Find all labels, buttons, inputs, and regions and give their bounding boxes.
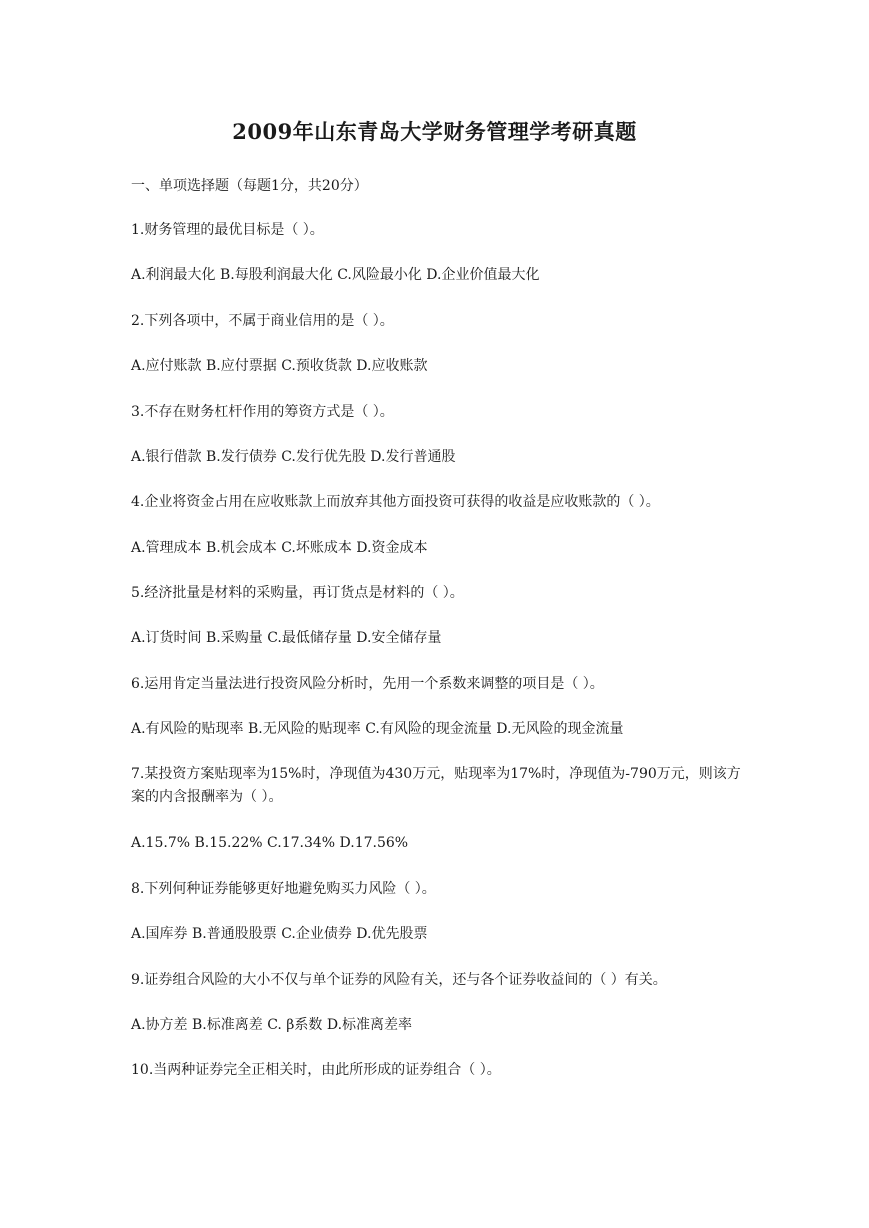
question-4: 4.企业将资金占用在应收账款上而放弃其他方面投资可获得的收益是应收账款的（ ）。 xyxy=(131,494,660,510)
question-5: 5.经济批量是材料的采购量，再订货点是材料的（ ）。 xyxy=(131,585,464,601)
question-4-options: A.管理成本 B.机会成本 C.坏账成本 D.资金成本 xyxy=(131,540,428,556)
question-1: 1.财务管理的最优目标是（ ）。 xyxy=(131,222,324,238)
question-7-options: A.15.7% B.15.22% C.17.34% D.17.56% xyxy=(131,835,409,851)
question-3-options: A.银行借款 B.发行债券 C.发行优先股 D.发行普通股 xyxy=(131,449,456,465)
question-5-options: A.订货时间 B.采购量 C.最低储存量 D.安全储存量 xyxy=(131,630,442,646)
question-2: 2.下列各项中，不属于商业信用的是（ ）。 xyxy=(131,313,394,329)
question-9-options: A.协方差 B.标准离差 C. β系数 D.标准离差率 xyxy=(131,1017,413,1033)
question-10: 10.当两种证券完全正相关时，由此所形成的证券组合（ ）。 xyxy=(131,1062,501,1078)
question-8: 8.下列何种证券能够更好地避免购买力风险（ ）。 xyxy=(131,881,436,897)
question-1-options: A.利润最大化 B.每股利润最大化 C.风险最小化 D.企业价值最大化 xyxy=(131,267,540,283)
question-7: 7.某投资方案贴现率为15%时，净现值为430万元，贴现率为17%时，净现值为-790万元，则该方案的内含报酬率为（ ）。 xyxy=(131,766,741,805)
page-title: 2009年山东青岛大学财务管理学考研真题 xyxy=(232,119,637,144)
section-heading: 一、单项选择题（每题1分，共20分） xyxy=(131,178,368,194)
question-3: 3.不存在财务杠杆作用的筹资方式是（ ）。 xyxy=(131,404,394,420)
question-6: 6.运用肯定当量法进行投资风险分析时，先用一个系数来调整的项目是（ ）。 xyxy=(131,676,604,692)
question-9: 9.证券组合风险的大小不仅与单个证券的风险有关，还与各个证券收益间的（ ）有关。 xyxy=(131,972,667,988)
question-2-options: A.应付账款 B.应付票据 C.预收货款 D.应收账款 xyxy=(131,358,428,374)
question-6-options: A.有风险的贴现率 B.无风险的贴现率 C.有风险的现金流量 D.无风险的现金流量 xyxy=(131,721,624,737)
question-8-options: A.国库券 B.普通股股票 C.企业债券 D.优先股票 xyxy=(131,926,428,942)
